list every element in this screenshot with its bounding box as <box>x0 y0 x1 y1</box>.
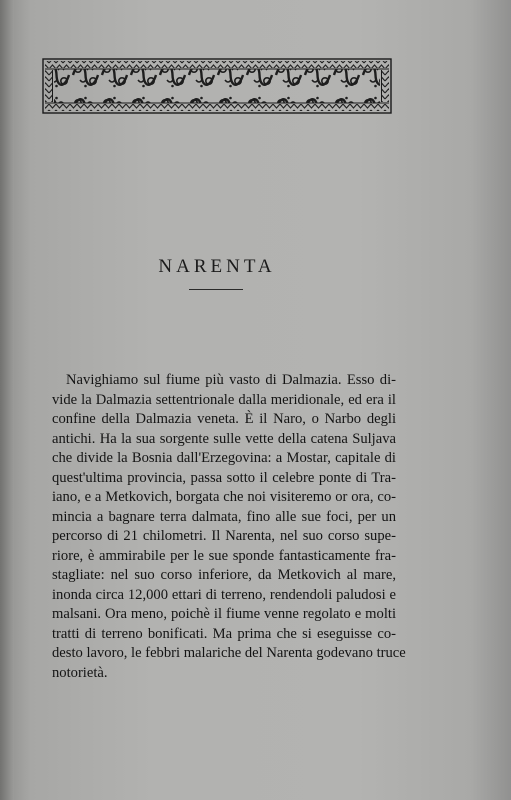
text-line: iano, e a Metkovich, borgata che noi visiteremo or ora, co- <box>52 489 396 505</box>
text-line: percorso di 21 chilometri. Il Narenta, nel suo corso supe- <box>52 528 396 544</box>
page-binding-shadow <box>0 0 14 800</box>
text-line: antichi. Ha la sua sorgente sulle vette della catena Suljava <box>52 430 396 447</box>
text-line: mincia a bagnare terra dalmata, fino alle sue foci, per un <box>52 508 396 525</box>
text-line: desto lavoro, le febbri malariche del Narenta godevano truce <box>52 645 406 661</box>
text-line: notorietà. <box>52 664 108 681</box>
text-line: riore, è ammirabile per le sue sponde fantasticamente fra- <box>52 547 396 564</box>
ornamental-headpiece <box>42 58 392 114</box>
text-line: quest'ultima provincia, passa sotto il celebre ponte di Tra- <box>52 469 396 486</box>
text-line: stagliate: nel suo corso inferiore, da Metkovich al mare, <box>52 567 396 583</box>
text-line: confine della Dalmazia veneta. È il Naro, o Narbo degli <box>52 411 396 427</box>
chapter-paragraph <box>52 371 406 683</box>
text-line: malsani. Ora meno, poichè il fiume venne regolato e molti <box>52 606 396 622</box>
text-line: Navighiamo sul fiume più vasto di Dalmazia. Esso di- <box>66 372 396 388</box>
text-line: inonda circa 12,000 ettari di terreno, rendendoli paludosi e <box>52 586 396 603</box>
chapter-title: NARENTA <box>158 256 276 277</box>
text-line: tratti di terreno bonificati. Ma prima che si eseguisse co- <box>52 625 396 642</box>
title-rule <box>189 289 243 290</box>
text-line: che divide la Bosnia dall'Erzegovina: a Mostar, capitale di <box>52 450 396 466</box>
text-line: vide la Dalmazia settentrionale dalla meridionale, ed era il <box>52 391 396 408</box>
